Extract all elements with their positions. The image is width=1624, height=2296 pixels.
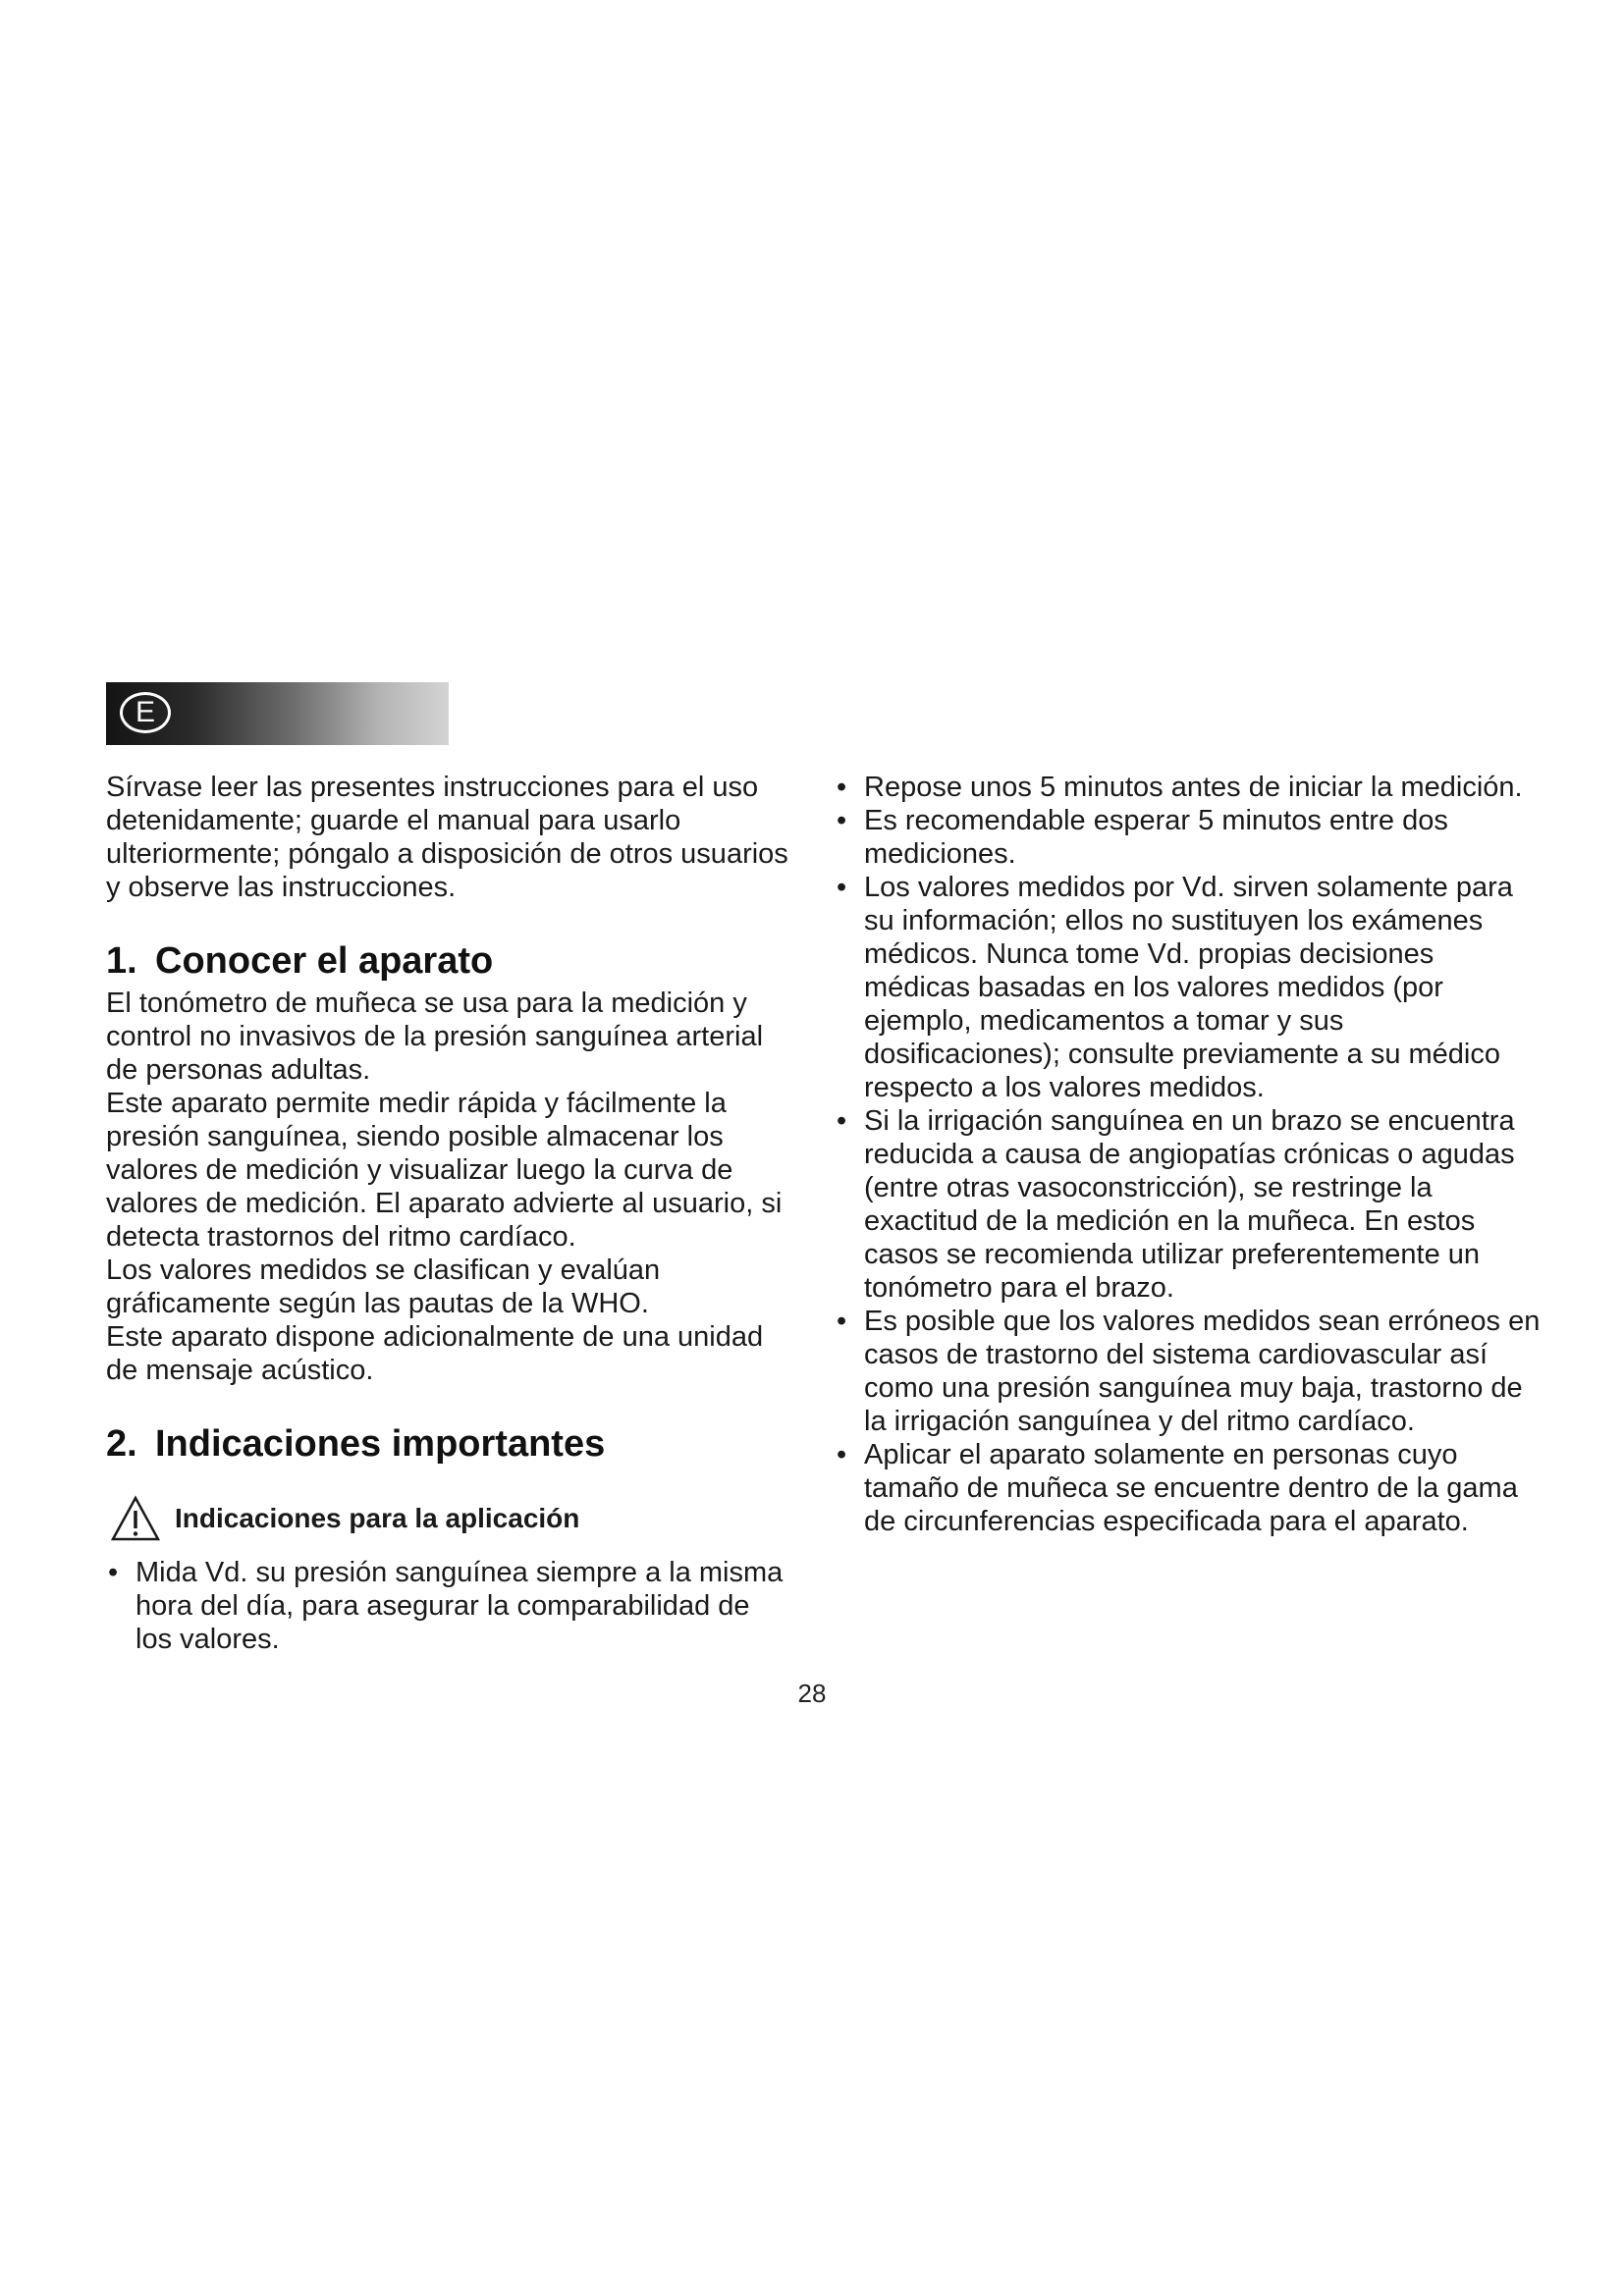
section-2-title: Indicaciones importantes (155, 1423, 606, 1465)
bullet-item (835, 1104, 1542, 1305)
section-1-paragraph: Este aparato dispone adicionalmente de una unidad de mensaje acústico. (106, 1321, 764, 1386)
bullet-text: Mida Vd. su presión sanguínea siempre a la misma hora del día, para asegurar la comparabilidad de los valores. (135, 1557, 784, 1655)
bullet-item (106, 1556, 793, 1656)
application-notes-subheading (106, 1495, 793, 1542)
bullet-dot: • (837, 772, 847, 803)
bullet-item (835, 871, 1542, 1104)
bullet-dot: • (837, 1439, 847, 1470)
bullet-text: Los valores medidos por Vd. sirven solamente para su información; ellos no sustituyen los exámenes médicos. Nunca tome Vd. propias decisiones médicas basadas en los valores medidos (por ejemplo, medicamentos a tomar y sus dosificaciones); consulte previamente a su médico respecto a los valores medidos. (864, 872, 1513, 1103)
left-column (106, 771, 793, 1656)
bullet-dot: • (837, 872, 847, 903)
section-2-number: 2. (106, 1423, 137, 1465)
bullet-dot: • (837, 805, 847, 836)
section-1-number: 1. (106, 940, 137, 982)
section-1-paragraph: Los valores medidos se clasifican y evalúan gráficamente según las pautas de la WHO. (106, 1255, 661, 1319)
bullet-dot: • (108, 1557, 119, 1588)
section-1-paragraph: El tonómetro de muñeca se usa para la medición y control no invasivos de la presión sanguínea arterial de personas adultas. (106, 988, 764, 1086)
section-1-paragraph: Este aparato permite medir rápida y fácilmente la presión sanguínea, siendo posible almacenar los valores de medición y visualizar luego la curva de valores de medición. El aparato advierte al usuario, si detecta trastornos del ritmo cardíaco. (106, 1088, 783, 1253)
warning-triangle-icon (110, 1495, 161, 1542)
bullet-dot: • (837, 1105, 847, 1137)
section-1-title: Conocer el aparato (155, 940, 494, 982)
bullet-text: Repose unos 5 minutos antes de iniciar la medición. (864, 772, 1523, 803)
bullet-item (835, 1305, 1542, 1438)
right-column (835, 771, 1542, 1538)
bullet-text: Si la irrigación sanguínea en un brazo se encuentra reducida a causa de angiopatías crónicas o agudas (entre otras vasoconstricción), se restringe la exactitud de la medición en la muñeca. En estos casos se recomienda utilizar preferentemente un tonómetro para el brazo. (864, 1105, 1515, 1304)
page-number: 28 (797, 1679, 827, 1708)
subheading-text: Indicaciones para la aplicación (175, 1503, 580, 1533)
intro-paragraph: Sírvase leer las presentes instrucciones para el uso detenidamente; guarde el manual para usarlo ulteriormente; póngalo a disposición de otros usuarios y observe las instrucciones. (106, 772, 788, 903)
bullet-text: Es posible que los valores medidos sean erróneos en casos de trastorno del sistema cardiovascular así como una presión sanguínea muy baja, trastorno de la irrigación sanguínea y del ritmo cardíaco. (864, 1306, 1541, 1437)
bullet-list-left (106, 1556, 793, 1656)
bullet-list-right (835, 771, 1542, 1538)
bullet-dot: • (837, 1306, 847, 1337)
bullet-item (835, 804, 1542, 871)
section-2-heading (106, 1422, 793, 1466)
language-tab-bar (106, 682, 449, 745)
bullet-item (835, 1438, 1542, 1538)
bullet-text: Es recomendable esperar 5 minutos entre dos mediciones. (864, 805, 1448, 870)
language-badge-e: E (120, 692, 171, 733)
bullet-text: Aplicar el aparato solamente en personas cuyo tamaño de muñeca se encuentre dentro de la gama de circunferencias especificada para el aparato. (864, 1439, 1518, 1537)
bullet-item (835, 771, 1542, 804)
section-1-heading (106, 939, 793, 983)
